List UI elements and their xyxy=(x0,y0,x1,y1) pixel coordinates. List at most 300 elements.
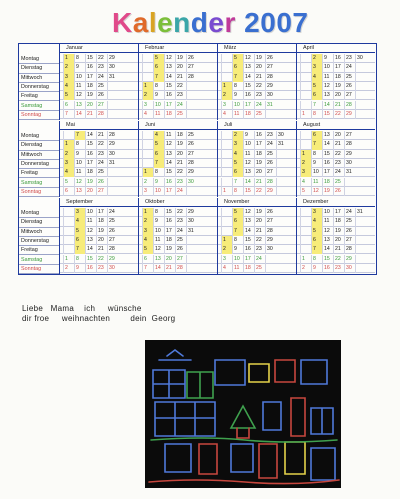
weekday-label: Sonntag xyxy=(19,264,59,274)
day-cell: 24 xyxy=(175,227,186,236)
day-cell: 11 xyxy=(74,168,85,177)
day-cell: 10 xyxy=(322,63,333,72)
day-cell: 3 xyxy=(142,101,153,110)
day-cell: 9 xyxy=(74,63,85,72)
day-cell xyxy=(221,208,232,217)
day-cell: 5 xyxy=(74,227,85,236)
day-cell: 27 xyxy=(107,236,118,245)
day-cell: 12 xyxy=(74,178,85,187)
day-cell: 16 xyxy=(85,63,96,72)
day-cell xyxy=(276,187,287,196)
day-cell: 9 xyxy=(153,178,164,187)
day-cell: 19 xyxy=(254,159,265,168)
day-cell: 24 xyxy=(96,73,107,82)
week-row xyxy=(139,140,217,149)
day-cell: 12 xyxy=(85,227,96,236)
week-row xyxy=(297,54,375,63)
day-cell: 6 xyxy=(63,187,74,196)
weekday-label: Dienstag xyxy=(19,140,59,150)
day-cell xyxy=(221,140,232,149)
day-cell: 6 xyxy=(63,101,74,110)
week-row xyxy=(218,178,296,187)
day-cell: 4 xyxy=(232,150,243,159)
day-cell xyxy=(107,110,118,119)
calendar-quarter xyxy=(19,121,376,197)
day-cell: 31 xyxy=(265,101,276,110)
week-row xyxy=(60,54,138,63)
day-cell: 2 xyxy=(221,245,232,254)
day-cell: 27 xyxy=(96,101,107,110)
day-cell xyxy=(221,63,232,72)
day-cell: 25 xyxy=(96,82,107,91)
day-cell xyxy=(221,73,232,82)
day-cell: 26 xyxy=(265,208,276,217)
week-row xyxy=(60,150,138,159)
day-cell: 20 xyxy=(85,101,96,110)
day-cell: 15 xyxy=(164,168,175,177)
day-cell xyxy=(355,227,366,236)
day-cell: 20 xyxy=(175,63,186,72)
day-cell xyxy=(276,159,287,168)
day-cell: 28 xyxy=(186,73,197,82)
greeting-line-1: Liebe Mama ich wünsche xyxy=(22,304,142,313)
title-letter: a xyxy=(132,7,149,38)
day-cell xyxy=(186,101,197,110)
day-cell xyxy=(107,101,118,110)
day-cell: 4 xyxy=(311,217,322,226)
day-cell xyxy=(107,187,118,196)
day-cell: 7 xyxy=(311,245,322,254)
day-cell: 24 xyxy=(254,101,265,110)
day-cell: 19 xyxy=(254,54,265,63)
day-cell xyxy=(186,255,197,264)
day-cell xyxy=(276,150,287,159)
day-cell: 7 xyxy=(63,110,74,119)
day-cell: 8 xyxy=(74,54,85,63)
title-letter: e xyxy=(157,7,174,38)
day-cell: 28 xyxy=(96,110,107,119)
day-cell: 24 xyxy=(333,168,344,177)
day-cell: 25 xyxy=(186,131,197,140)
day-cell: 22 xyxy=(175,82,186,91)
week-row xyxy=(60,159,138,168)
week-row xyxy=(139,91,217,100)
week-row xyxy=(297,255,375,264)
day-cell: 7 xyxy=(74,245,85,254)
day-cell: 6 xyxy=(153,63,164,72)
week-row xyxy=(297,168,375,177)
day-cell: 24 xyxy=(107,208,118,217)
day-cell: 17 xyxy=(322,168,333,177)
day-cell: 22 xyxy=(175,208,186,217)
day-cell: 4 xyxy=(63,82,74,91)
day-cell: 13 xyxy=(164,63,175,72)
day-cell: 5 xyxy=(232,159,243,168)
day-cell: 12 xyxy=(243,208,254,217)
day-cell xyxy=(186,82,197,91)
day-cell: 1 xyxy=(221,187,232,196)
weekday-label: Mittwoch xyxy=(19,227,59,237)
day-cell: 30 xyxy=(276,131,287,140)
day-cell: 2 xyxy=(142,91,153,100)
day-cell: 14 xyxy=(322,140,333,149)
day-cell: 7 xyxy=(142,264,153,273)
week-row xyxy=(218,150,296,159)
title-letter: l xyxy=(148,7,158,38)
day-cell xyxy=(186,187,197,196)
title-letter: 0 xyxy=(276,7,293,38)
day-cell: 9 xyxy=(74,150,85,159)
day-cell: 30 xyxy=(186,217,197,226)
day-cell xyxy=(63,236,74,245)
day-cell xyxy=(142,150,153,159)
day-cell: 2 xyxy=(221,91,232,100)
day-cell xyxy=(344,187,355,196)
day-cell: 5 xyxy=(311,82,322,91)
day-cell: 13 xyxy=(74,101,85,110)
day-cell: 8 xyxy=(311,255,322,264)
day-cell: 16 xyxy=(322,159,333,168)
day-cell: 27 xyxy=(186,150,197,159)
day-cell: 1 xyxy=(142,168,153,177)
day-cell: 13 xyxy=(243,63,254,72)
day-cell: 9 xyxy=(243,131,254,140)
day-cell: 24 xyxy=(175,187,186,196)
day-cell: 22 xyxy=(333,110,344,119)
day-cell: 29 xyxy=(265,82,276,91)
weekday-label: Dienstag xyxy=(19,63,59,73)
day-cell: 19 xyxy=(333,82,344,91)
week-row xyxy=(60,187,138,196)
week-row xyxy=(297,217,375,226)
day-cell xyxy=(300,245,311,254)
day-cell: 29 xyxy=(107,255,118,264)
greeting-line-2: dir froe weihnachten dein Georg xyxy=(22,314,176,323)
day-cell: 17 xyxy=(243,255,254,264)
day-cell: 27 xyxy=(265,168,276,177)
weekday-label: Freitag xyxy=(19,91,59,101)
day-cell: 23 xyxy=(265,131,276,140)
day-cell: 7 xyxy=(232,178,243,187)
day-cell: 13 xyxy=(322,91,333,100)
day-cell: 15 xyxy=(243,187,254,196)
week-row xyxy=(218,63,296,72)
day-cell: 10 xyxy=(153,101,164,110)
week-row xyxy=(139,245,217,254)
week-row xyxy=(139,168,217,177)
day-cell xyxy=(186,236,197,245)
day-cell: 22 xyxy=(333,150,344,159)
day-cell: 7 xyxy=(74,131,85,140)
day-cell: 31 xyxy=(107,73,118,82)
day-cell: 10 xyxy=(243,140,254,149)
week-row xyxy=(218,101,296,110)
day-cell: 29 xyxy=(344,110,355,119)
day-cell xyxy=(300,82,311,91)
day-cell: 30 xyxy=(107,63,118,72)
day-cell: 2 xyxy=(142,217,153,226)
day-cell: 8 xyxy=(153,168,164,177)
week-row xyxy=(60,236,138,245)
day-cell: 1 xyxy=(221,236,232,245)
day-cell: 20 xyxy=(254,168,265,177)
week-row xyxy=(218,131,296,140)
week-row xyxy=(297,264,375,273)
day-cell: 22 xyxy=(254,187,265,196)
day-cell: 17 xyxy=(243,101,254,110)
day-cell: 26 xyxy=(265,54,276,63)
day-cell: 12 xyxy=(243,54,254,63)
month-block xyxy=(217,121,296,197)
week-row xyxy=(60,178,138,187)
day-cell: 3 xyxy=(142,227,153,236)
weekday-label: Mittwoch xyxy=(19,150,59,160)
week-row xyxy=(139,82,217,91)
day-cell: 23 xyxy=(175,178,186,187)
day-cell: 18 xyxy=(333,73,344,82)
day-cell: 7 xyxy=(153,159,164,168)
day-cell xyxy=(63,131,74,140)
week-row xyxy=(218,217,296,226)
day-cell: 28 xyxy=(265,227,276,236)
week-row xyxy=(297,187,375,196)
day-cell: 28 xyxy=(344,101,355,110)
day-cell: 29 xyxy=(107,140,118,149)
day-cell: 11 xyxy=(311,178,322,187)
greeting-text xyxy=(22,304,175,324)
day-cell: 22 xyxy=(254,82,265,91)
day-cell: 2 xyxy=(311,54,322,63)
month-name: Oktober xyxy=(139,198,217,207)
day-cell: 14 xyxy=(85,131,96,140)
day-cell xyxy=(355,255,366,264)
month-block xyxy=(138,44,217,120)
day-cell: 6 xyxy=(232,217,243,226)
day-cell: 27 xyxy=(265,63,276,72)
day-cell: 6 xyxy=(142,255,153,264)
day-cell: 20 xyxy=(254,63,265,72)
day-cell: 4 xyxy=(63,168,74,177)
day-cell: 15 xyxy=(322,110,333,119)
day-cell: 29 xyxy=(265,187,276,196)
day-cell: 2 xyxy=(63,63,74,72)
day-cell: 22 xyxy=(333,255,344,264)
day-cell xyxy=(355,236,366,245)
day-cell: 1 xyxy=(63,54,74,63)
day-cell: 19 xyxy=(333,227,344,236)
day-cell xyxy=(107,82,118,91)
day-cell: 14 xyxy=(74,110,85,119)
day-cell: 18 xyxy=(85,82,96,91)
day-cell xyxy=(300,101,311,110)
day-cell: 15 xyxy=(85,140,96,149)
day-cell: 4 xyxy=(142,236,153,245)
day-cell: 16 xyxy=(164,178,175,187)
day-cell: 10 xyxy=(153,227,164,236)
week-row xyxy=(60,255,138,264)
day-cell: 22 xyxy=(254,236,265,245)
month-block xyxy=(296,44,375,120)
day-cell: 16 xyxy=(243,245,254,254)
day-cell: 11 xyxy=(232,264,243,273)
day-cell: 18 xyxy=(254,150,265,159)
day-cell: 7 xyxy=(232,227,243,236)
day-cell: 17 xyxy=(85,159,96,168)
day-cell xyxy=(300,54,311,63)
day-cell: 27 xyxy=(265,217,276,226)
day-cell: 9 xyxy=(153,91,164,100)
week-row xyxy=(60,217,138,226)
day-cell: 29 xyxy=(344,255,355,264)
day-cell: 18 xyxy=(96,217,107,226)
month-name: Juni xyxy=(139,121,217,130)
day-cell: 4 xyxy=(300,178,311,187)
day-cell: 14 xyxy=(322,101,333,110)
day-cell: 31 xyxy=(276,140,287,149)
day-cell xyxy=(300,73,311,82)
week-row xyxy=(60,131,138,140)
week-row xyxy=(297,101,375,110)
week-row xyxy=(297,131,375,140)
day-cell: 16 xyxy=(85,150,96,159)
day-cell xyxy=(355,82,366,91)
day-cell xyxy=(142,140,153,149)
day-cell: 16 xyxy=(243,91,254,100)
week-row xyxy=(60,264,138,273)
week-row xyxy=(60,101,138,110)
day-cell: 11 xyxy=(243,150,254,159)
day-cell: 3 xyxy=(221,101,232,110)
day-cell xyxy=(186,91,197,100)
day-cell: 1 xyxy=(300,255,311,264)
day-cell: 21 xyxy=(254,178,265,187)
day-cell: 14 xyxy=(164,73,175,82)
day-cell: 21 xyxy=(96,245,107,254)
week-row xyxy=(139,217,217,226)
day-cell: 1 xyxy=(221,82,232,91)
day-cell: 28 xyxy=(265,178,276,187)
day-cell: 11 xyxy=(85,217,96,226)
day-cell: 8 xyxy=(153,82,164,91)
crayon-drawing-image xyxy=(145,340,341,488)
day-cell xyxy=(221,131,232,140)
day-cell: 26 xyxy=(265,159,276,168)
calendar-quarter xyxy=(19,44,376,120)
day-cell: 19 xyxy=(175,140,186,149)
day-cell: 30 xyxy=(355,54,366,63)
day-cell: 8 xyxy=(232,236,243,245)
day-cell: 8 xyxy=(232,187,243,196)
day-cell: 18 xyxy=(243,110,254,119)
day-cell: 26 xyxy=(96,91,107,100)
weekday-label: Montag xyxy=(19,208,59,218)
day-cell: 30 xyxy=(265,245,276,254)
day-cell xyxy=(355,101,366,110)
day-cell: 10 xyxy=(85,208,96,217)
month-block xyxy=(138,198,217,274)
day-cell: 12 xyxy=(164,140,175,149)
day-cell: 6 xyxy=(74,236,85,245)
day-cell: 18 xyxy=(175,131,186,140)
day-cell: 20 xyxy=(333,131,344,140)
day-cell: 16 xyxy=(85,264,96,273)
day-cell: 6 xyxy=(311,91,322,100)
week-row xyxy=(139,110,217,119)
child-drawing xyxy=(145,340,341,488)
day-cell: 5 xyxy=(63,178,74,187)
day-cell: 31 xyxy=(355,208,366,217)
day-cell: 30 xyxy=(344,159,355,168)
day-cell: 2 xyxy=(300,159,311,168)
day-cell: 10 xyxy=(232,255,243,264)
day-cell: 23 xyxy=(96,150,107,159)
day-cell xyxy=(107,91,118,100)
day-cell: 25 xyxy=(265,150,276,159)
day-cell: 19 xyxy=(175,54,186,63)
day-cell: 25 xyxy=(333,178,344,187)
day-cell xyxy=(276,178,287,187)
week-row xyxy=(218,82,296,91)
week-row xyxy=(297,73,375,82)
day-cell: 23 xyxy=(344,54,355,63)
day-cell: 8 xyxy=(311,150,322,159)
day-cell: 27 xyxy=(344,91,355,100)
day-cell: 22 xyxy=(96,255,107,264)
day-cell: 5 xyxy=(153,54,164,63)
day-cell xyxy=(355,264,366,273)
week-row xyxy=(139,150,217,159)
day-cell: 8 xyxy=(74,255,85,264)
week-row xyxy=(218,91,296,100)
month-block xyxy=(59,121,138,197)
week-row xyxy=(218,255,296,264)
day-cell: 14 xyxy=(243,73,254,82)
weekday-label: Dienstag xyxy=(19,217,59,227)
day-cell: 11 xyxy=(74,82,85,91)
month-block xyxy=(296,198,375,274)
day-cell: 24 xyxy=(254,255,265,264)
week-row xyxy=(60,63,138,72)
day-cell: 6 xyxy=(232,63,243,72)
day-cell: 25 xyxy=(344,73,355,82)
day-cell: 14 xyxy=(85,245,96,254)
day-cell: 27 xyxy=(96,187,107,196)
day-cell: 3 xyxy=(63,159,74,168)
day-cell: 30 xyxy=(107,264,118,273)
week-row xyxy=(139,255,217,264)
week-row xyxy=(139,159,217,168)
day-cell: 3 xyxy=(311,208,322,217)
day-cell xyxy=(186,245,197,254)
day-cell: 28 xyxy=(107,131,118,140)
day-cell: 2 xyxy=(63,264,74,273)
day-cell: 14 xyxy=(153,264,164,273)
day-cell: 30 xyxy=(107,150,118,159)
week-row xyxy=(139,264,217,273)
day-cell: 21 xyxy=(96,131,107,140)
day-cell xyxy=(300,91,311,100)
day-cell: 10 xyxy=(153,187,164,196)
day-cell: 11 xyxy=(164,131,175,140)
day-cell: 10 xyxy=(74,159,85,168)
day-cell: 11 xyxy=(153,110,164,119)
day-cell: 29 xyxy=(186,208,197,217)
week-row xyxy=(218,264,296,273)
day-cell: 30 xyxy=(186,178,197,187)
title-letter: d xyxy=(190,7,209,38)
day-cell: 8 xyxy=(232,82,243,91)
week-row xyxy=(218,168,296,177)
